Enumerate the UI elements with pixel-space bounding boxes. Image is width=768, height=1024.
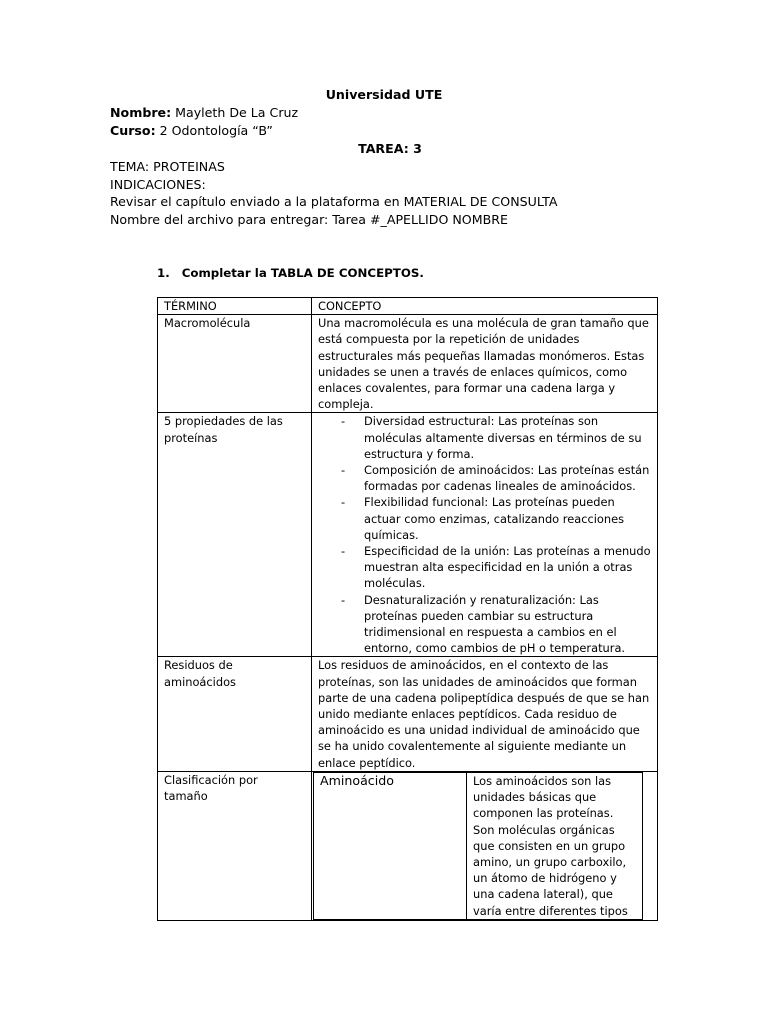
table-header-row <box>158 298 658 315</box>
name-label: Nombre: <box>110 105 172 120</box>
list-item: - Diversidad estructural: Las proteínas son moléculas altamente diversas en términos de su estructura y forma. <box>341 414 642 461</box>
topic-line: TEMA: PROTEINAS <box>110 159 225 174</box>
list-item-text: Desnaturalización y renaturalización: Las proteínas pueden cambiar su estructura tridimensional en respuesta a cambios en el entorno, como cambios de pH o temperatura. <box>364 592 626 656</box>
concept-cell: Los residuos de aminoácidos, en el contexto de las proteínas, son las unidades de aminoácidos que forman parte de una cadena polipeptídica después de que se han unido mediante enlaces peptídicos. Cada residuo de aminoácido es una unidad individual de aminoácido que se ha unido covalentemente al siguiente mediante un enlace peptídico. <box>312 657 658 771</box>
table-row <box>158 315 658 413</box>
name-value: Mayleth De La Cruz <box>171 105 299 120</box>
nested-term-cell: Aminoácido <box>314 772 467 919</box>
term-cell: Macromolécula <box>158 315 312 413</box>
nested-table-row <box>314 772 643 919</box>
concept-cell <box>312 771 658 920</box>
header-concept: CONCEPTO <box>312 298 658 315</box>
list-item-text: Flexibilidad funcional: Las proteínas pueden actuar como enzimas, catalizando reacciones químicas. <box>364 495 625 542</box>
section-title: Completar la TABLA DE CONCEPTOS. <box>181 266 424 280</box>
section-heading <box>157 265 424 281</box>
table-row <box>158 657 658 771</box>
list-item-text: Diversidad estructural: Las proteínas son moléculas altamente diversas en términos de su estructura y forma. <box>364 414 642 461</box>
course-value: 2 Odontología “B” <box>155 123 273 138</box>
indications-label: INDICACIONES: <box>110 177 206 192</box>
list-item: - Composición de aminoácidos: Las proteínas están formadas por cadenas lineales de aminoácidos. <box>341 463 650 494</box>
instruction-line-2: Nombre del archivo para entregar: Tarea #_APELLIDO NOMBRE <box>110 212 508 227</box>
nested-concept-cell: Los aminoácidos son las unidades básicas que componen las proteínas. Son moléculas orgánicas que consisten en un grupo amino, un grupo carboxilo, un átomo de hidrógeno y una cadena lateral), que varía entre diferentes tipos <box>467 772 643 919</box>
university-title: Universidad UTE <box>325 87 443 102</box>
list-item: - Desnaturalización y renaturalización: Las proteínas pueden cambiar su estructura tridimensional en respuesta a cambios en el entorno, como cambios de pH o temperatura. <box>341 592 626 656</box>
term-cell: 5 propiedades de las proteínas <box>158 413 312 657</box>
table-row <box>158 413 658 657</box>
student-name-line <box>110 105 298 121</box>
properties-list <box>318 413 651 656</box>
task-title: TAREA: 3 <box>358 141 422 156</box>
section-number: 1. <box>157 266 170 280</box>
list-item-text: Especificidad de la unión: Las proteínas a menudo muestran alta especificidad en la unión a otras moléculas. <box>364 544 651 591</box>
list-item-text: Composición de aminoácidos: Las proteínas están formadas por cadenas lineales de aminoácidos. <box>364 463 650 494</box>
course-label: Curso: <box>110 123 156 138</box>
instruction-line-1: Revisar el capítulo enviado a la plataforma en MATERIAL DE CONSULTA <box>110 194 558 209</box>
concept-cell <box>312 413 658 657</box>
concept-cell: Una macromolécula es una molécula de gran tamaño que está compuesta por la repetición de unidades estructurales más pequeñas llamadas monómeros. Estas unidades se unen a través de enlaces químicos, como enlaces covalentes, para formar una cadena larga y compleja. <box>312 315 658 413</box>
course-line <box>110 123 273 139</box>
term-cell: Clasificación por tamaño <box>158 771 312 920</box>
nested-table <box>313 772 643 920</box>
term-cell: Residuos de aminoácidos <box>158 657 312 771</box>
list-item: - Flexibilidad funcional: Las proteínas pueden actuar como enzimas, catalizando reacciones químicas. <box>341 495 625 542</box>
table-row <box>158 771 658 920</box>
concepts-table <box>157 297 658 921</box>
list-item: - Especificidad de la unión: Las proteínas a menudo muestran alta especificidad en la unión a otras moléculas. <box>341 544 651 591</box>
header-term: TÉRMINO <box>158 298 312 315</box>
